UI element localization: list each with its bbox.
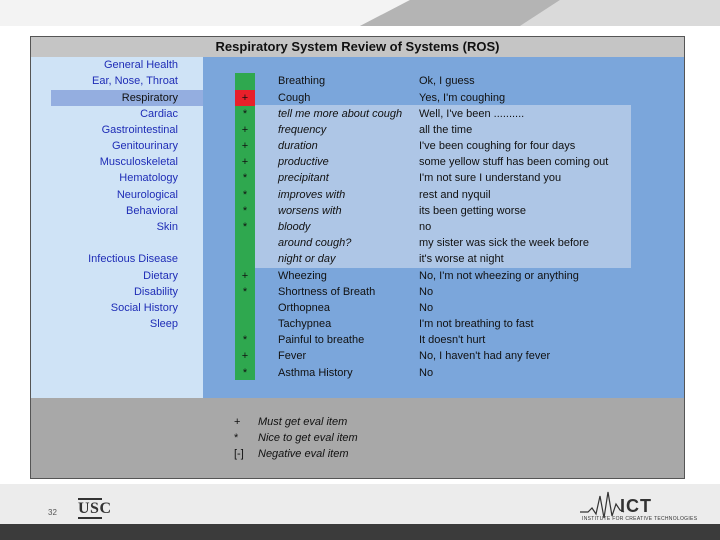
row-marker: +	[241, 124, 249, 136]
row-marker: *	[242, 189, 248, 201]
question-breathing[interactable]: Breathing	[278, 75, 326, 87]
answer-orthopnea: No	[419, 302, 434, 314]
legend-symbol-negative: [-]	[234, 448, 244, 460]
row-marker: *	[242, 367, 248, 379]
category-respiratory[interactable]: Respiratory	[121, 92, 178, 104]
question-night-or-day[interactable]: night or day	[278, 253, 336, 265]
category-general-health[interactable]: General Health	[104, 59, 178, 71]
question-precipitant[interactable]: precipitant	[278, 172, 329, 184]
category-social-history[interactable]: Social History	[110, 302, 178, 314]
category-gastrointestinal[interactable]: Gastrointestinal	[101, 124, 178, 136]
answer-productive: some yellow stuff has been coming out	[419, 156, 609, 168]
ict-logo: ICT	[620, 496, 652, 516]
answer-fever: No, I haven't had any fever	[419, 350, 551, 362]
legend-text-nice: Nice to get eval item	[258, 432, 358, 444]
question-tell-me-more[interactable]: tell me more about cough	[278, 108, 403, 120]
answer-night-or-day: it's worse at night	[419, 253, 504, 265]
row-marker: *	[242, 286, 248, 298]
slide-footer	[0, 484, 720, 540]
question-shortness-of-breath[interactable]: Shortness of Breath	[278, 286, 376, 298]
question-orthopnea[interactable]: Orthopnea	[278, 302, 330, 314]
category-dietary[interactable]: Dietary	[143, 270, 178, 282]
question-fever[interactable]: Fever	[278, 350, 307, 362]
answer-painful-to-breathe: It doesn't hurt	[419, 334, 486, 346]
legend-text-must: Must get eval item	[258, 416, 348, 428]
question-tachypnea[interactable]: Tachypnea	[278, 318, 332, 330]
row-marker: +	[241, 270, 249, 282]
legend-symbol-nice: *	[234, 432, 239, 444]
question-around-cough[interactable]: around cough?	[278, 237, 352, 249]
row-marker: *	[242, 205, 248, 217]
question-productive[interactable]: productive	[278, 156, 329, 168]
row-marker: *	[242, 108, 248, 120]
category-genitourinary[interactable]: Genitourinary	[111, 140, 178, 152]
usc-logo: USC	[78, 500, 112, 517]
row-marker: +	[241, 156, 249, 168]
ict-subtitle: INSTITUTE FOR CREATIVE TECHNOLOGIES	[582, 516, 698, 522]
row-marker: +	[241, 92, 249, 104]
legend-text-negative: Negative eval item	[258, 448, 349, 460]
row-marker: *	[242, 334, 248, 346]
question-cough[interactable]: Cough	[278, 92, 311, 104]
category-sleep[interactable]: Sleep	[149, 318, 178, 330]
answer-breathing: Ok, I guess	[419, 75, 475, 87]
page-number: 32	[48, 508, 57, 517]
category-ear-nose-throat[interactable]: Ear, Nose, Throat	[91, 75, 178, 87]
category-hematology[interactable]: Hematology	[119, 172, 178, 184]
question-worsens-with[interactable]: worsens with	[278, 205, 342, 217]
row-marker: *	[242, 172, 248, 184]
answer-around-cough: my sister was sick the week before	[419, 237, 589, 249]
legend-symbol-must: +	[234, 416, 241, 428]
slide-top-band	[0, 0, 720, 26]
answer-worsens-with: its been getting worse	[419, 205, 527, 217]
row-marker: *	[242, 221, 248, 233]
answer-frequency: all the time	[419, 124, 473, 136]
ros-panel	[30, 36, 685, 479]
row-marker: +	[241, 350, 249, 362]
answer-shortness-of-breath: No	[419, 286, 434, 298]
answer-cough: Yes, I'm coughing	[419, 92, 506, 104]
footer-strip	[0, 524, 720, 540]
category-musculoskeletal[interactable]: Musculoskeletal	[99, 156, 178, 168]
category-neurological[interactable]: Neurological	[116, 189, 178, 201]
answer-tell-me-more: Well, I've been ..........	[419, 108, 525, 120]
answer-tachypnea: I'm not breathing to fast	[419, 318, 534, 330]
row-marker: +	[241, 140, 249, 152]
question-wheezing[interactable]: Wheezing	[278, 270, 327, 282]
question-frequency[interactable]: frequency	[278, 124, 327, 136]
title-bar	[31, 37, 684, 57]
question-improves-with[interactable]: improves with	[278, 189, 346, 201]
answer-improves-with: rest and nyquil	[419, 189, 491, 201]
answer-duration: I've been coughing for four days	[419, 140, 576, 152]
answer-asthma-history: No	[419, 367, 434, 379]
question-bloody[interactable]: bloody	[278, 221, 311, 233]
question-duration[interactable]: duration	[278, 140, 318, 152]
answer-precipitant: I'm not sure I understand you	[419, 172, 562, 184]
question-painful-to-breathe[interactable]: Painful to breathe	[278, 334, 365, 346]
question-asthma-history[interactable]: Asthma History	[278, 367, 353, 379]
category-behavioral[interactable]: Behavioral	[126, 205, 178, 217]
answer-wheezing: No, I'm not wheezing or anything	[419, 270, 579, 282]
category-skin[interactable]: Skin	[156, 221, 178, 233]
category-cardiac[interactable]: Cardiac	[140, 108, 178, 120]
category-infectious-disease[interactable]: Infectious Disease	[88, 253, 178, 265]
answer-bloody: no	[419, 221, 432, 233]
page-title: Respiratory System Review of Systems (ROS)	[215, 39, 500, 54]
category-disability[interactable]: Disability	[133, 286, 178, 298]
